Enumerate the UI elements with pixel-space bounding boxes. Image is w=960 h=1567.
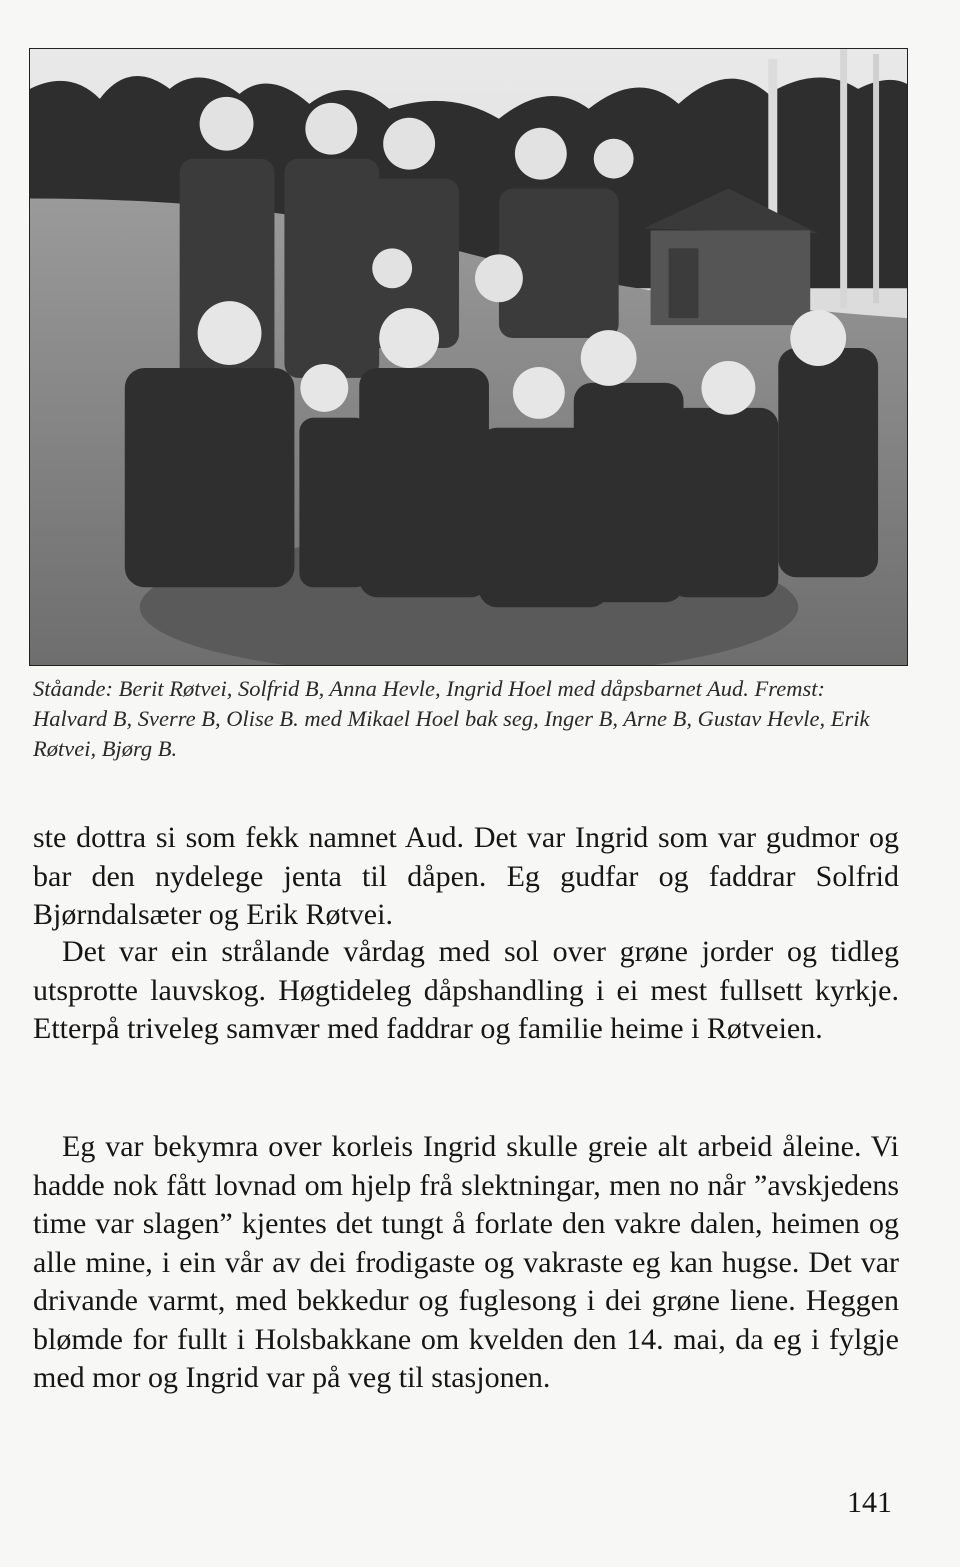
paragraph-2: Det var ein strålande vårdag med sol over grøne jorder og tidleg utsprotte lauvskog. Høgtideleg dåpshandling i ei mest fullsett kyrkje. Etterpå triveleg samvær med faddrar og familie heime i Røtveien. <box>33 935 899 1045</box>
group-photo <box>29 48 908 666</box>
paragraph-1: ste dottra si som fekk namnet Aud. Det var Ingrid som var gudmor og bar den nydelege jenta til dåpen. Eg gudfar og faddrar Solfrid Bjørndalsæter og Erik Røtvei. <box>33 821 899 931</box>
page-number: 141 <box>847 1486 892 1519</box>
photo-caption: Ståande: Berit Røtvei, Solfrid B, Anna Hevle, Ingrid Hoel med dåpsbarnet Aud. Fremst: Halvard B, Sverre B, Olise B. med Mikael Hoel bak seg, Inger B, Arne B, Gustav Hevle, Erik Røtvei, Bjørg B. <box>33 676 870 761</box>
paragraph-3: Eg var bekymra over korleis Ingrid skulle greie alt arbeid åleine. Vi hadde nok fått lovnad om hjelp frå slektningar, men no når ”avskjedens time var slagen” kjentes det tungt å forlate den vakre dalen, heimen og alle mine, i ein vår av dei frodigaste og vakraste eg kan hugse. Det var drivande varmt, med bekkedur og fuglesong i dei grøne liene. Heggen blømde for fullt i Holsbakkane om kvelden den 14. mai, da eg i fylgje med mor og Ingrid var på veg til stasjonen. <box>33 1130 899 1394</box>
photo-illustration <box>30 49 907 665</box>
